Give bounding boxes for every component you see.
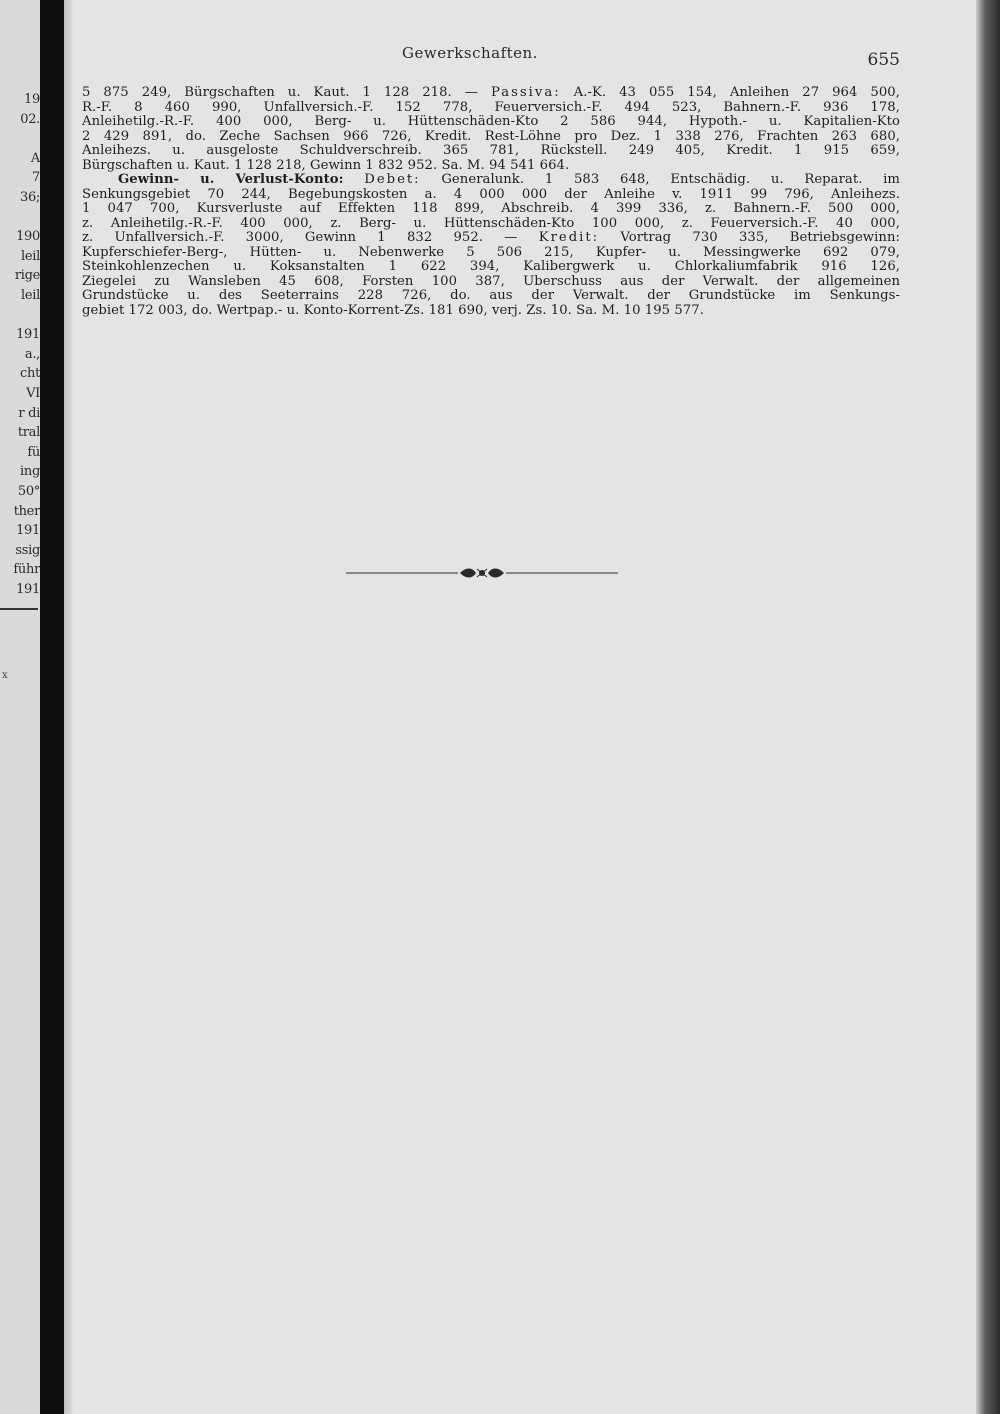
- line-text-continued: Generalunk. 1 583 648, Entschädig. u. Reparat. im: [420, 173, 900, 187]
- adjacent-page-fragment: 19: [24, 92, 40, 107]
- text-line: [82, 275, 900, 290]
- line-text: Steinkohlenzechen u. Koksanstalten 1 622 394, Kalibergwerk u. Chlorkaliumfabrik 916 126,: [82, 260, 900, 274]
- adjacent-page-fragment: 50°: [17, 484, 40, 499]
- adjacent-page-fragment: führ: [13, 562, 40, 578]
- text-line: [82, 86, 900, 101]
- text-line: [82, 246, 900, 261]
- section-end-ornament: [346, 566, 618, 580]
- text-line: [82, 304, 900, 319]
- line-text: Bürgschaften u. Kaut. 1 128 218, Gewinn 1 832 952. Sa. M. 94 541 664.: [82, 158, 570, 173]
- section-heading: Gewinn- u. Verlust-Konto:: [118, 173, 344, 187]
- text-line: [82, 188, 900, 203]
- text-line: [82, 144, 900, 159]
- body-text: [82, 86, 900, 318]
- line-text: 2 429 891, do. Zeche Sachsen 966 726, Kredit. Rest-Löhne pro Dez. 1 338 276, Frachten 263 680,: [82, 129, 900, 144]
- adjacent-page-fragment: fü: [27, 444, 40, 460]
- adjacent-page-strip: [0, 0, 40, 1414]
- text-line: [82, 173, 900, 188]
- adjacent-page-fragment: 191: [16, 327, 40, 343]
- running-title: Gewerkschaften.: [402, 44, 538, 62]
- line-text: z. Anleihetilg.-R.-F. 400 000, z. Berg- u. Hüttenschäden-Kto 100 000, z. Feuerversich.-F. 40 000,: [82, 216, 900, 231]
- gutter-shadow: [64, 0, 74, 1414]
- adjacent-page-fragment: 191: [16, 523, 40, 539]
- line-text: Ziegelei zu Wansleben 45 608, Forsten 100 387, Überschuss aus der Verwalt. der allgemeinen: [82, 274, 900, 289]
- adjacent-page-fragment: 7: [32, 170, 40, 186]
- account-label: Debet:: [364, 173, 421, 187]
- account-label: Kredit:: [538, 231, 600, 245]
- line-text: Senkungsgebiet 70 244, Begebungskosten a. 4 000 000 der Anleihe v. 1911 99 796, Anleihezs.: [82, 187, 900, 202]
- line-text: Anleihetilg.-R.-F. 400 000, Berg- u. Hüttenschäden-Kto 2 586 944, Hypoth.- u. Kapitalien-Kto: [82, 115, 900, 129]
- line-text: 1 047 700, Kursverluste auf Effekten 118 899, Abschreib. 4 399 336, z. Bahnern.-F. 500 000,: [82, 202, 900, 216]
- text-line: [82, 289, 900, 304]
- adjacent-page-fragment: leil: [21, 248, 40, 264]
- adjacent-page-mark: x: [2, 670, 8, 681]
- line-text-continued: A.-K. 43 055 154, Anleihen 27 964 500,: [560, 86, 900, 100]
- adjacent-page-fragment: 36;: [19, 190, 40, 205]
- line-text: 5 875 249, Bürgschaften u. Kaut. 1 128 218. —: [82, 86, 491, 100]
- text-line: [82, 231, 900, 246]
- adjacent-page-fragment: ssig: [15, 542, 40, 558]
- text-line: [82, 202, 900, 217]
- adjacent-page-fragment: rige: [14, 268, 40, 284]
- line-text: Grundstücke u. des Seeterrains 228 726, do. aus der Verwalt. der Grundstücke im Senkungs-: [82, 289, 900, 303]
- adjacent-page-fragment: 02.: [20, 111, 40, 127]
- adjacent-page-fragment: 190: [16, 229, 40, 245]
- text-line: [82, 260, 900, 275]
- adjacent-page-fragment: cht: [20, 366, 40, 382]
- adjacent-page-fragment: tral: [17, 425, 40, 441]
- adjacent-page-fragment: ther: [13, 503, 40, 519]
- binding-gutter: [40, 0, 64, 1414]
- adjacent-page-fragment: r di: [18, 405, 40, 421]
- text-line: [82, 217, 900, 232]
- page-number: 655: [867, 50, 900, 70]
- adjacent-page-fragment: leil: [21, 288, 40, 303]
- line-text: Kupferschiefer-Berg-, Hütten- u. Nebenwerke 5 506 215, Kupfer- u. Messingwerke 692 079,: [82, 245, 900, 260]
- page-edge-shadow: [976, 0, 1000, 1414]
- line-text: R.-F. 8 460 990, Unfallversich.-F. 152 778, Feuerversich.-F. 494 523, Bahnern.-F. 936 178,: [82, 100, 900, 115]
- text-line: [82, 101, 900, 116]
- adjacent-page-fragment: ing: [20, 464, 40, 480]
- text-line: [82, 130, 900, 145]
- line-text: [344, 173, 365, 187]
- adjacent-page-fragment: A: [30, 150, 40, 166]
- text-line: [82, 159, 900, 174]
- adjacent-page-fragment: 191: [16, 582, 40, 597]
- adjacent-page-fragment: VI: [26, 386, 40, 401]
- line-text: gebiet 172 003, do. Wertpap.- u. Konto-Korrent-Zs. 181 690, verj. Zs. 10. Sa. M. 10 195 577.: [82, 303, 704, 318]
- adjacent-page-fragment: a.,: [24, 346, 40, 362]
- line-text: Anleihezs. u. ausgeloste Schuldverschreib. 365 781, Rückstell. 249 405, Kredit. 1 915 659,: [82, 144, 900, 158]
- adjacent-page-rule: [0, 608, 38, 610]
- line-text: z. Unfallversich.-F. 3000, Gewinn 1 832 952. —: [82, 231, 539, 245]
- line-text-continued: Vortrag 730 335, Betriebsgewinn:: [599, 231, 900, 245]
- text-line: [82, 115, 900, 130]
- account-label: Passiva:: [491, 86, 561, 100]
